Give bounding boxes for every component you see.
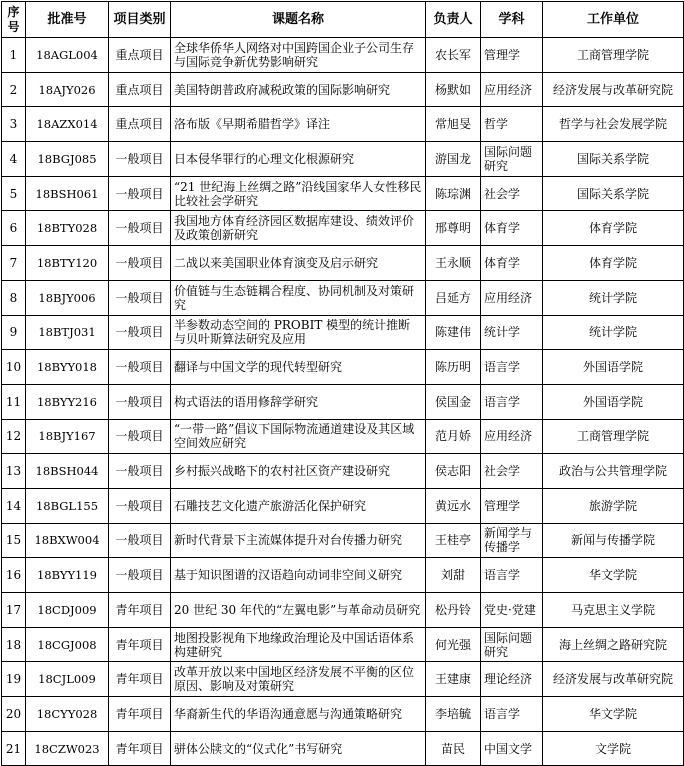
cell-code: 18BGJ085 [26, 142, 109, 177]
cell-category: 一般项目 [109, 488, 171, 523]
cell-unit: 国际关系学院 [543, 176, 684, 211]
header-discipline: 学科 [481, 2, 543, 38]
cell-leader: 杨默如 [426, 72, 481, 107]
table-row [2, 662, 684, 697]
cell-seq: 2 [2, 72, 26, 107]
cell-unit: 统计学院 [543, 280, 684, 315]
table-row [2, 72, 684, 107]
cell-category: 一般项目 [109, 176, 171, 211]
cell-title: 价值链与生态链耦合程度、协同机制及对策研究 [171, 280, 426, 315]
cell-discipline: 党史·党建 [481, 593, 543, 628]
cell-leader: 李培毓 [426, 697, 481, 732]
cell-leader: 苗民 [426, 731, 481, 766]
cell-title: 石雕技艺文化遗产旅游活化保护研究 [171, 488, 426, 523]
cell-code: 18BYY119 [26, 558, 109, 593]
cell-seq: 9 [2, 315, 26, 350]
cell-seq: 4 [2, 142, 26, 177]
cell-discipline: 管理学 [481, 38, 543, 73]
cell-unit: 外国语学院 [543, 384, 684, 419]
cell-title: 翻译与中国文学的现代转型研究 [171, 350, 426, 385]
cell-leader: 侯志阳 [426, 454, 481, 489]
cell-leader: 邢尊明 [426, 211, 481, 246]
cell-category: 一般项目 [109, 558, 171, 593]
cell-unit: 海上丝绸之路研究院 [543, 627, 684, 662]
cell-title: 全球华侨华人网络对中国跨国企业子公司生存与国际竞争新优势影响研究 [171, 38, 426, 73]
cell-leader: 常旭旻 [426, 107, 481, 142]
cell-unit: 经济发展与改革研究院 [543, 662, 684, 697]
cell-category: 重点项目 [109, 38, 171, 73]
table-row [2, 454, 684, 489]
cell-category: 一般项目 [109, 419, 171, 454]
cell-code: 18AZX014 [26, 107, 109, 142]
cell-code: 18BTY120 [26, 246, 109, 281]
cell-code: 18BSH061 [26, 176, 109, 211]
cell-category: 青年项目 [109, 731, 171, 766]
cell-leader: 游国龙 [426, 142, 481, 177]
cell-category: 重点项目 [109, 107, 171, 142]
table-row [2, 280, 684, 315]
cell-leader: 陈琮渊 [426, 176, 481, 211]
cell-category: 青年项目 [109, 593, 171, 628]
cell-leader: 陈历明 [426, 350, 481, 385]
cell-discipline: 社会学 [481, 454, 543, 489]
header-seq: 序号 [2, 2, 26, 38]
table-row [2, 558, 684, 593]
cell-discipline: 语言学 [481, 384, 543, 419]
cell-category: 一般项目 [109, 246, 171, 281]
cell-title: 20 世纪 30 年代的“左翼电影”与革命动员研究 [171, 593, 426, 628]
cell-seq: 1 [2, 38, 26, 73]
cell-seq: 5 [2, 176, 26, 211]
header-title: 课题名称 [171, 2, 426, 38]
table-row [2, 176, 684, 211]
table-row [2, 384, 684, 419]
cell-category: 一般项目 [109, 315, 171, 350]
cell-code: 18BYY216 [26, 384, 109, 419]
cell-category: 青年项目 [109, 697, 171, 732]
cell-discipline: 体育学 [481, 211, 543, 246]
cell-discipline: 体育学 [481, 246, 543, 281]
cell-code: 18BJY006 [26, 280, 109, 315]
table-row [2, 38, 684, 73]
cell-unit: 新闻与传播学院 [543, 523, 684, 558]
cell-title: 二战以来美国职业体育演变及启示研究 [171, 246, 426, 281]
cell-discipline: 国际问题研究 [481, 142, 543, 177]
cell-category: 一般项目 [109, 211, 171, 246]
cell-seq: 3 [2, 107, 26, 142]
cell-seq: 20 [2, 697, 26, 732]
cell-title: 日本侵华罪行的心理文化根源研究 [171, 142, 426, 177]
cell-title: 新时代背景下主流媒体提升对台传播力研究 [171, 523, 426, 558]
cell-category: 一般项目 [109, 350, 171, 385]
cell-code: 18CJL009 [26, 662, 109, 697]
cell-discipline: 国际问题研究 [481, 627, 543, 662]
table-row [2, 350, 684, 385]
cell-code: 18BYY018 [26, 350, 109, 385]
cell-seq: 19 [2, 662, 26, 697]
cell-code: 18BXW004 [26, 523, 109, 558]
cell-leader: 陈建伟 [426, 315, 481, 350]
cell-code: 18BTY028 [26, 211, 109, 246]
cell-title: 地图投影视角下地缘政治理论及中国话语体系构建研究 [171, 627, 426, 662]
cell-seq: 6 [2, 211, 26, 246]
cell-seq: 12 [2, 419, 26, 454]
cell-category: 一般项目 [109, 142, 171, 177]
cell-title: 基于知识图谱的汉语趋向动词非空间义研究 [171, 558, 426, 593]
cell-code: 18BSH044 [26, 454, 109, 489]
cell-category: 一般项目 [109, 454, 171, 489]
cell-code: 18CZW023 [26, 731, 109, 766]
cell-seq: 18 [2, 627, 26, 662]
header-category: 项目类别 [109, 2, 171, 38]
cell-unit: 外国语学院 [543, 350, 684, 385]
cell-unit: 政治与公共管理学院 [543, 454, 684, 489]
header-unit: 工作单位 [543, 2, 684, 38]
cell-seq: 15 [2, 523, 26, 558]
cell-title: 骈体公牍文的“仪式化”书写研究 [171, 731, 426, 766]
table-row [2, 697, 684, 732]
cell-category: 青年项目 [109, 627, 171, 662]
table-row [2, 523, 684, 558]
cell-leader: 黄远水 [426, 488, 481, 523]
cell-leader: 范月娇 [426, 419, 481, 454]
cell-leader: 吕延方 [426, 280, 481, 315]
cell-seq: 10 [2, 350, 26, 385]
cell-code: 18AGL004 [26, 38, 109, 73]
cell-unit: 统计学院 [543, 315, 684, 350]
header-row [2, 2, 684, 38]
cell-title: “21 世纪海上丝绸之路”沿线国家华人女性移民比较社会学研究 [171, 176, 426, 211]
cell-seq: 17 [2, 593, 26, 628]
cell-leader: 刘甜 [426, 558, 481, 593]
cell-code: 18CYY028 [26, 697, 109, 732]
table-row [2, 593, 684, 628]
cell-seq: 14 [2, 488, 26, 523]
cell-discipline: 中国文学 [481, 731, 543, 766]
cell-unit: 华文学院 [543, 697, 684, 732]
cell-leader: 侯国金 [426, 384, 481, 419]
cell-code: 18BTJ031 [26, 315, 109, 350]
cell-unit: 华文学院 [543, 558, 684, 593]
cell-discipline: 管理学 [481, 488, 543, 523]
header-code: 批准号 [26, 2, 109, 38]
cell-title: 乡村振兴战略下的农村社区资产建设研究 [171, 454, 426, 489]
cell-title: 半参数动态空间的 PROBIT 模型的统计推断与贝叶斯算法研究及应用 [171, 315, 426, 350]
cell-unit: 旅游学院 [543, 488, 684, 523]
table-row [2, 627, 684, 662]
project-table [1, 1, 684, 766]
cell-category: 一般项目 [109, 523, 171, 558]
cell-category: 一般项目 [109, 384, 171, 419]
cell-category: 一般项目 [109, 280, 171, 315]
table-row [2, 107, 684, 142]
table-row [2, 419, 684, 454]
cell-seq: 11 [2, 384, 26, 419]
table-row [2, 731, 684, 766]
cell-discipline: 语言学 [481, 350, 543, 385]
table-row [2, 211, 684, 246]
cell-discipline: 理论经济 [481, 662, 543, 697]
cell-seq: 16 [2, 558, 26, 593]
table-row [2, 142, 684, 177]
cell-leader: 王建康 [426, 662, 481, 697]
cell-title: 华裔新生代的华语沟通意愿与沟通策略研究 [171, 697, 426, 732]
cell-unit: 体育学院 [543, 211, 684, 246]
cell-discipline: 哲学 [481, 107, 543, 142]
cell-unit: 工商管理学院 [543, 419, 684, 454]
cell-code: 18BGL155 [26, 488, 109, 523]
cell-title: 构式语法的语用修辞学研究 [171, 384, 426, 419]
cell-seq: 8 [2, 280, 26, 315]
table-row [2, 488, 684, 523]
cell-seq: 7 [2, 246, 26, 281]
cell-code: 18BJY167 [26, 419, 109, 454]
cell-leader: 松丹铃 [426, 593, 481, 628]
cell-category: 青年项目 [109, 662, 171, 697]
cell-title: “一带一路”倡议下国际物流通道建设及其区域空间效应研究 [171, 419, 426, 454]
cell-unit: 马克思主义学院 [543, 593, 684, 628]
cell-unit: 经济发展与改革研究院 [543, 72, 684, 107]
cell-leader: 王永顺 [426, 246, 481, 281]
cell-unit: 哲学与社会发展学院 [543, 107, 684, 142]
header-leader: 负责人 [426, 2, 481, 38]
cell-code: 18CGJ008 [26, 627, 109, 662]
cell-unit: 体育学院 [543, 246, 684, 281]
cell-unit: 文学院 [543, 731, 684, 766]
cell-discipline: 新闻学与传播学 [481, 523, 543, 558]
cell-code: 18AJY026 [26, 72, 109, 107]
cell-unit: 工商管理学院 [543, 38, 684, 73]
cell-discipline: 社会学 [481, 176, 543, 211]
cell-title: 我国地方体育经济园区数据库建设、绩效评价及政策创新研究 [171, 211, 426, 246]
cell-unit: 国际关系学院 [543, 142, 684, 177]
table-row [2, 315, 684, 350]
table-row [2, 246, 684, 281]
cell-title: 洛布版《早期希腊哲学》译注 [171, 107, 426, 142]
cell-leader: 何光强 [426, 627, 481, 662]
cell-leader: 王桂亭 [426, 523, 481, 558]
cell-leader: 农长军 [426, 38, 481, 73]
cell-title: 改革开放以来中国地区经济发展不平衡的区位原因、影响及对策研究 [171, 662, 426, 697]
cell-title: 美国特朗普政府减税政策的国际影响研究 [171, 72, 426, 107]
cell-discipline: 统计学 [481, 315, 543, 350]
cell-discipline: 应用经济 [481, 280, 543, 315]
cell-discipline: 应用经济 [481, 419, 543, 454]
cell-seq: 13 [2, 454, 26, 489]
cell-category: 重点项目 [109, 72, 171, 107]
cell-discipline: 应用经济 [481, 72, 543, 107]
cell-seq: 21 [2, 731, 26, 766]
cell-discipline: 语言学 [481, 558, 543, 593]
cell-code: 18CDJ009 [26, 593, 109, 628]
cell-discipline: 语言学 [481, 697, 543, 732]
